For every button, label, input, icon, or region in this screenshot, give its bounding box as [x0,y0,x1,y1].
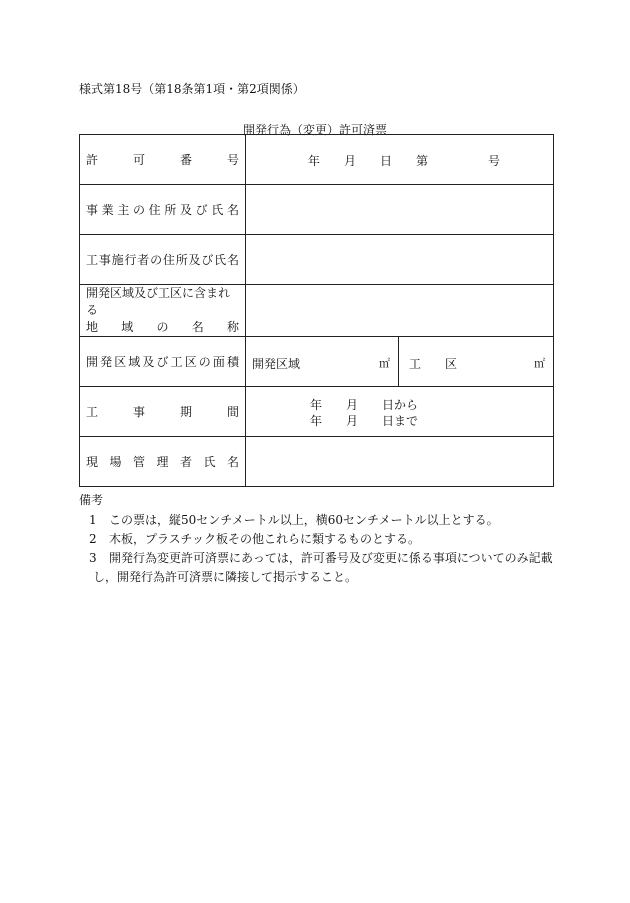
row-permit-number [80,135,554,185]
label-cell [80,337,246,387]
ward-label: 工 区 [409,357,458,371]
note-text: 木板，プラスチック板その他これらに類するものとする。 [109,532,421,546]
note-text-continuation: し，開発行為許可済票に隣接して掲示すること。 [93,570,358,584]
label-cell [80,135,246,185]
owner-value-cell [246,185,554,235]
note-text: 開発行為変更許可済票にあっては，許可番号及び変更に係る事項についてのみ記載 [109,551,553,565]
label-cell [80,387,246,437]
period-value-cell [246,387,554,437]
form-number: 様式第18号（第18条第1項・第2項関係） [79,82,305,96]
area-name-label [86,285,239,336]
note-number: 1 [89,513,97,527]
manager-label: 現場管理者氏名 [86,455,239,469]
row-period [80,387,554,437]
note-item [79,530,555,549]
area-name-label-line2: 地 域 の 名 称 [86,320,239,334]
permit-number-label: 許 可 番 号 [86,153,239,167]
dev-area-unit: ㎡ [379,357,390,370]
permit-number-value: 年 月 日 第 号 [308,154,501,168]
row-owner [80,185,554,235]
row-area-size [80,337,554,387]
note-number: 2 [89,532,97,546]
contractor-label: 工事施行者の住所及び氏名 [86,253,239,267]
period-to: 年 月 日まで [310,414,419,428]
permit-sign-table [79,134,554,487]
notes-title: 備考 [79,493,104,507]
label-cell [80,235,246,285]
ward-cell [399,337,554,387]
period-label: 工 事 期 間 [86,405,239,419]
owner-label: 事業主の住所及び氏名 [86,203,239,217]
dev-area-label: 開発区域 [252,357,301,371]
contractor-value-cell [246,235,554,285]
period-from: 年 月 日から [310,398,419,412]
manager-value-cell [246,437,554,487]
label-cell [80,185,246,235]
dev-area-cell [246,337,399,387]
label-cell [80,285,246,337]
area-name-label-line1: 開発区域及び工区に含まれる [86,286,231,317]
label-cell [80,437,246,487]
note-text: この票は，縦50センチメートル以上，横60センチメートル以上とする。 [109,513,499,527]
note-item-continuation [79,568,555,587]
ward-unit: ㎡ [534,357,545,370]
permit-number-value-cell [246,135,554,185]
form-title: 開発行為（変更）許可済票 [242,123,387,137]
note-item [79,511,555,530]
notes-list [79,511,555,587]
note-number: 3 [89,551,97,565]
area-size-label: 開発区域及び工区の面積 [86,355,239,369]
area-name-value-cell [246,285,554,337]
row-manager [80,437,554,487]
note-item [79,549,555,568]
row-area-name [80,285,554,337]
row-contractor [80,235,554,285]
